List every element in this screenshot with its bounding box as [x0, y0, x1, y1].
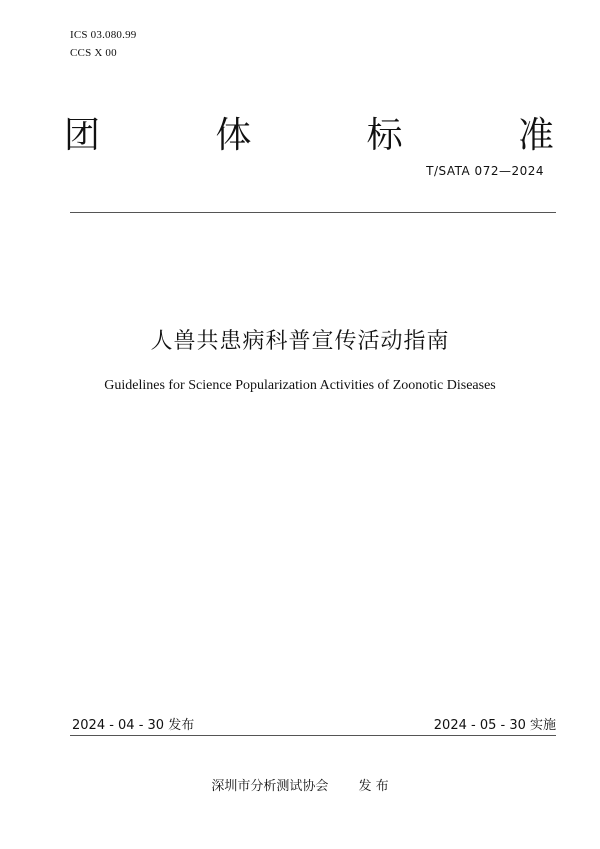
implementation-date: 2024 - 05 - 30 实施	[433, 718, 556, 733]
ics-code: ICS 03.080.99	[70, 29, 137, 41]
top-divider	[70, 212, 556, 213]
classification-codes	[70, 26, 136, 62]
publisher-line	[0, 775, 600, 794]
document-title-english: Guidelines for Science Popularization Activities of Zoonotic Diseases	[104, 378, 496, 393]
publisher-name: 深圳市分析测试协会	[211, 779, 329, 794]
masthead-title	[64, 114, 554, 158]
standard-number: T/SATA 072—2024	[426, 164, 544, 178]
masthead-char-3: 标	[366, 115, 403, 156]
bottom-divider	[70, 735, 556, 736]
masthead-char-2: 体	[215, 115, 252, 156]
release-date: 2024 - 04 - 30 发布	[72, 718, 195, 733]
publisher-action: 发 布	[358, 779, 389, 794]
masthead-char-4: 准	[517, 115, 554, 156]
masthead-char-1: 团	[64, 115, 101, 156]
ccs-code: CCS X 00	[70, 47, 117, 59]
document-title-chinese: 人兽共患病科普宣传活动指南	[150, 329, 450, 354]
